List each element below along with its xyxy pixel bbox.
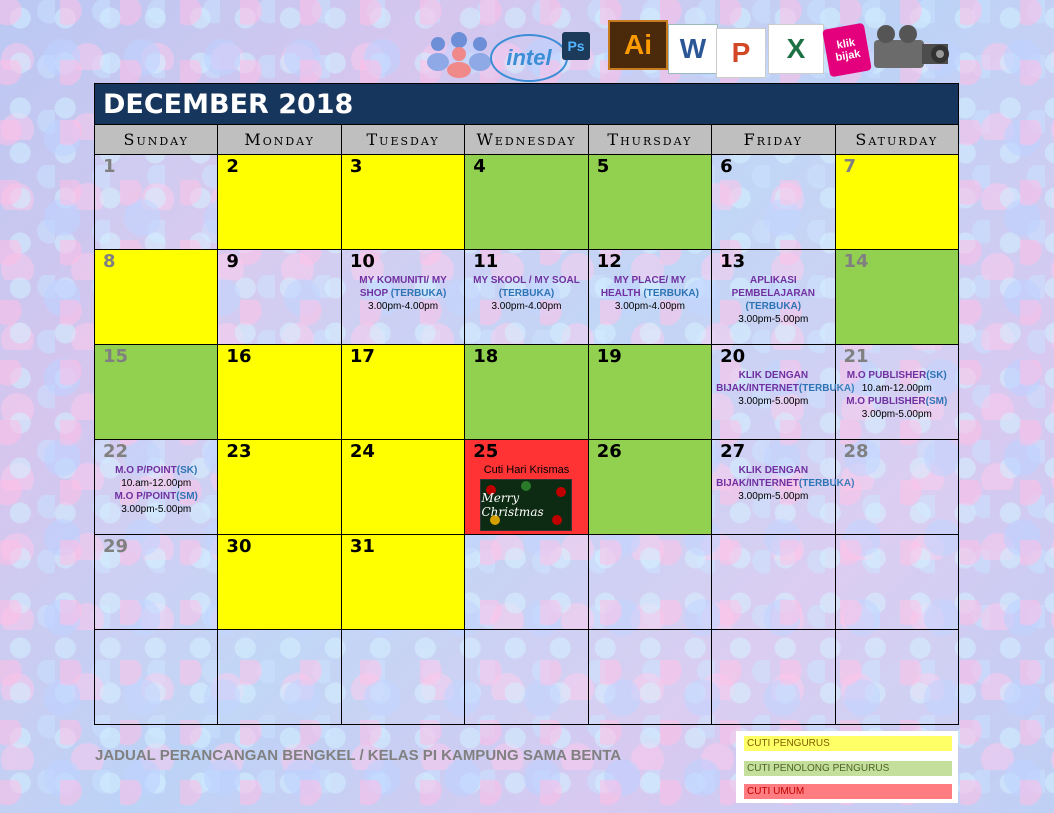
day-cell-empty[interactable] [218,630,341,725]
calendar-week-row [95,440,959,535]
day-cell-24[interactable] [341,440,464,535]
day-cell-29[interactable] [95,535,218,630]
day-number: 1 [103,156,116,177]
day-cell-15[interactable] [95,345,218,440]
day-number: 14 [843,251,869,272]
event-line [840,382,954,395]
day-header-friday: Friday [712,125,835,155]
event-title: M.O P/POINT [114,491,177,502]
event-line [840,369,954,382]
event-status: (TERBUKA) [798,478,855,489]
day-cell-empty[interactable] [835,630,958,725]
day-cell-19[interactable] [588,345,711,440]
day-number: 15 [103,346,129,367]
event-line [99,490,213,503]
calendar-week-row [95,155,959,250]
event-time: 3.00pm-5.00pm [861,409,932,420]
day-cell-10[interactable] [341,250,464,345]
day-number: 24 [349,441,375,462]
day-cell-21[interactable] [835,345,958,440]
photoshop-icon [562,32,590,60]
event-status: (SM) [925,396,948,407]
event-info [589,272,711,313]
event-line [716,369,855,395]
event-time: 3.00pm-5.00pm [738,314,809,325]
event-time: 3.00pm-4.00pm [368,301,439,312]
event-line [716,490,830,503]
day-header-saturday: Saturday [835,125,958,155]
day-cell-3[interactable] [341,155,464,250]
day-number: 6 [720,156,733,177]
day-cell-empty[interactable] [712,535,835,630]
day-cell-7[interactable] [835,155,958,250]
word-icon [668,24,718,74]
day-number: 19 [596,346,622,367]
day-header-sunday: Sunday [95,125,218,155]
day-number: 20 [720,346,746,367]
excel-icon-label: X [786,33,806,64]
day-number: 11 [473,251,499,272]
day-cell-empty[interactable] [712,630,835,725]
event-time: 10.am-12.00pm [121,478,192,489]
event-line [716,300,830,313]
day-cell-empty[interactable] [95,630,218,725]
event-line [716,313,830,326]
event-title: MY PLACE/ MY HEALTH [600,275,686,299]
day-number: 13 [720,251,746,272]
day-cell-26[interactable] [588,440,711,535]
day-header-wednesday: Wednesday [465,125,588,155]
event-line [346,300,460,313]
event-time: 3.00pm-5.00pm [738,491,809,502]
event-time: 3.00pm-5.00pm [738,396,809,407]
day-number: 21 [843,346,869,367]
event-time: 3.00pm-4.00pm [491,301,562,312]
day-header-monday: Monday [218,125,341,155]
legend-item-cuti-pengurus: CUTI PENGURUS [744,736,952,751]
day-cell-empty[interactable] [588,535,711,630]
legend-item-cuti-penolong-pengurus: CUTI PENOLONG PENGURUS [744,761,952,776]
event-line [469,274,583,300]
event-info [712,367,855,408]
day-cell-8[interactable] [95,250,218,345]
photoshop-icon-label: Ps [567,38,585,54]
event-title: MY SKOOL / MY SOAL [473,275,580,286]
day-cell-4[interactable] [465,155,588,250]
intel-logo-label: intel [506,45,552,70]
day-number: 12 [596,251,622,272]
day-number: 5 [596,156,610,177]
event-info [342,272,464,313]
event-status: (TERBUKA) [390,288,447,299]
event-status: (TERBUKA) [643,288,699,299]
event-status: (TERBUKA) [745,301,802,312]
event-line [593,274,707,300]
schedule-caption: JADUAL PERANCANGAN BENGKEL / KELAS PI KAMPUNG SAMA BENTA [95,747,622,764]
day-cell-5[interactable] [588,155,711,250]
excel-icon [768,24,824,74]
day-number: 23 [226,441,252,462]
day-cell-18[interactable] [465,345,588,440]
day-cell-9[interactable] [218,250,341,345]
event-title: M.O PUBLISHER [846,370,927,381]
event-info [712,462,855,503]
day-number: 16 [226,346,252,367]
day-cell-30[interactable] [218,535,341,630]
event-line [716,464,855,490]
day-number: 2 [226,156,239,177]
people-icon [424,30,494,78]
calendar-week-row [95,345,959,440]
event-status: (SK) [176,465,198,476]
event-status: (TERBUKA) [498,288,555,299]
event-title: M.O PUBLISHER [846,396,926,407]
calendar-body [95,155,959,725]
day-number: 17 [349,346,375,367]
software-banner [424,18,954,82]
event-line [840,408,954,421]
day-cell-2[interactable] [218,155,341,250]
calendar-week-row [95,630,959,725]
powerpoint-icon-label: P [731,37,751,68]
day-number: 30 [226,536,252,557]
event-time: 10.am-12.00pm [861,383,932,394]
day-cell-empty[interactable] [465,630,588,725]
event-line [99,503,213,516]
event-title: MY KOMUNITI/ MY SHOP [359,275,447,299]
calendar-week-row [95,535,959,630]
day-cell-empty[interactable] [588,630,711,725]
day-number: 9 [226,251,239,272]
day-number: 22 [103,441,129,462]
event-line [346,274,460,300]
event-line [99,464,213,477]
event-time: 3.00pm-4.00pm [614,301,685,312]
day-cell-14[interactable] [835,250,958,345]
event-time: 3.00pm-5.00pm [121,504,192,515]
day-cell-13[interactable] [712,250,835,345]
event-line [99,477,213,490]
day-number: 28 [843,441,869,462]
day-cell-28[interactable] [835,440,958,535]
event-line [716,274,830,300]
event-info [465,272,587,313]
day-number: 7 [843,156,857,177]
day-number: 26 [596,441,622,462]
word-icon-label: W [679,33,707,64]
christmas-card-image [480,479,572,531]
event-title: APLIKASI PEMBELAJARAN [731,275,815,299]
day-cell-6[interactable] [712,155,835,250]
day-cell-25[interactable] [465,440,588,535]
event-title: KLIK DENGAN BIJAK/INTERNET [716,465,809,489]
intel-logo [490,34,568,82]
legend-item-cuti-umum: CUTI UMUM [744,784,952,799]
day-number: 31 [349,536,375,557]
christmas-card-text: Merry Christmas [481,491,544,519]
holiday-label: Cuti Hari Krismas [483,464,570,476]
day-header-thursday: Thursday [588,125,711,155]
day-cell-17[interactable] [341,345,464,440]
day-number: 10 [349,251,375,272]
event-line [469,300,583,313]
video-camera-icon [866,22,954,76]
day-number: 3 [349,156,363,177]
klik-bijak-label: klik bijak [834,36,862,64]
day-number: 29 [103,536,129,557]
day-cell-16[interactable] [218,345,341,440]
calendar-title: DECEMBER 2018 [95,84,959,125]
day-cell-23[interactable] [218,440,341,535]
event-line [593,300,707,313]
day-cell-empty[interactable] [465,535,588,630]
day-cell-31[interactable] [341,535,464,630]
day-cell-27[interactable] [712,440,855,535]
event-status: (SM) [176,491,198,502]
day-number: 4 [473,156,486,177]
calendar-week-row [95,250,959,345]
day-cell-1[interactable] [95,155,218,250]
event-line [840,395,954,408]
event-status: (SK) [926,370,947,381]
illustrator-icon-label: Ai [624,29,652,60]
day-number: 8 [103,251,116,272]
calendar-table [94,83,959,725]
day-cell-11[interactable] [465,250,588,345]
legend [736,731,958,803]
event-title: M.O P/POINT [115,465,177,476]
day-cell-22[interactable] [95,440,218,535]
event-line [716,395,830,408]
event-info [836,367,958,421]
day-cell-empty[interactable] [341,630,464,725]
powerpoint-icon [716,28,766,78]
event-info [712,272,834,326]
event-info [95,462,217,516]
day-number: 18 [473,346,499,367]
day-cell-empty[interactable] [835,535,958,630]
event-status: (TERBUKA) [798,383,855,394]
day-number: 25 [473,441,499,462]
day-cell-20[interactable] [712,345,855,440]
day-header-tuesday: Tuesday [341,125,464,155]
day-number: 27 [720,441,746,462]
day-cell-12[interactable] [588,250,711,345]
illustrator-icon [608,20,668,70]
event-title: KLIK DENGAN BIJAK/INTERNET [716,370,809,394]
klik-bijak-logo [822,23,872,78]
